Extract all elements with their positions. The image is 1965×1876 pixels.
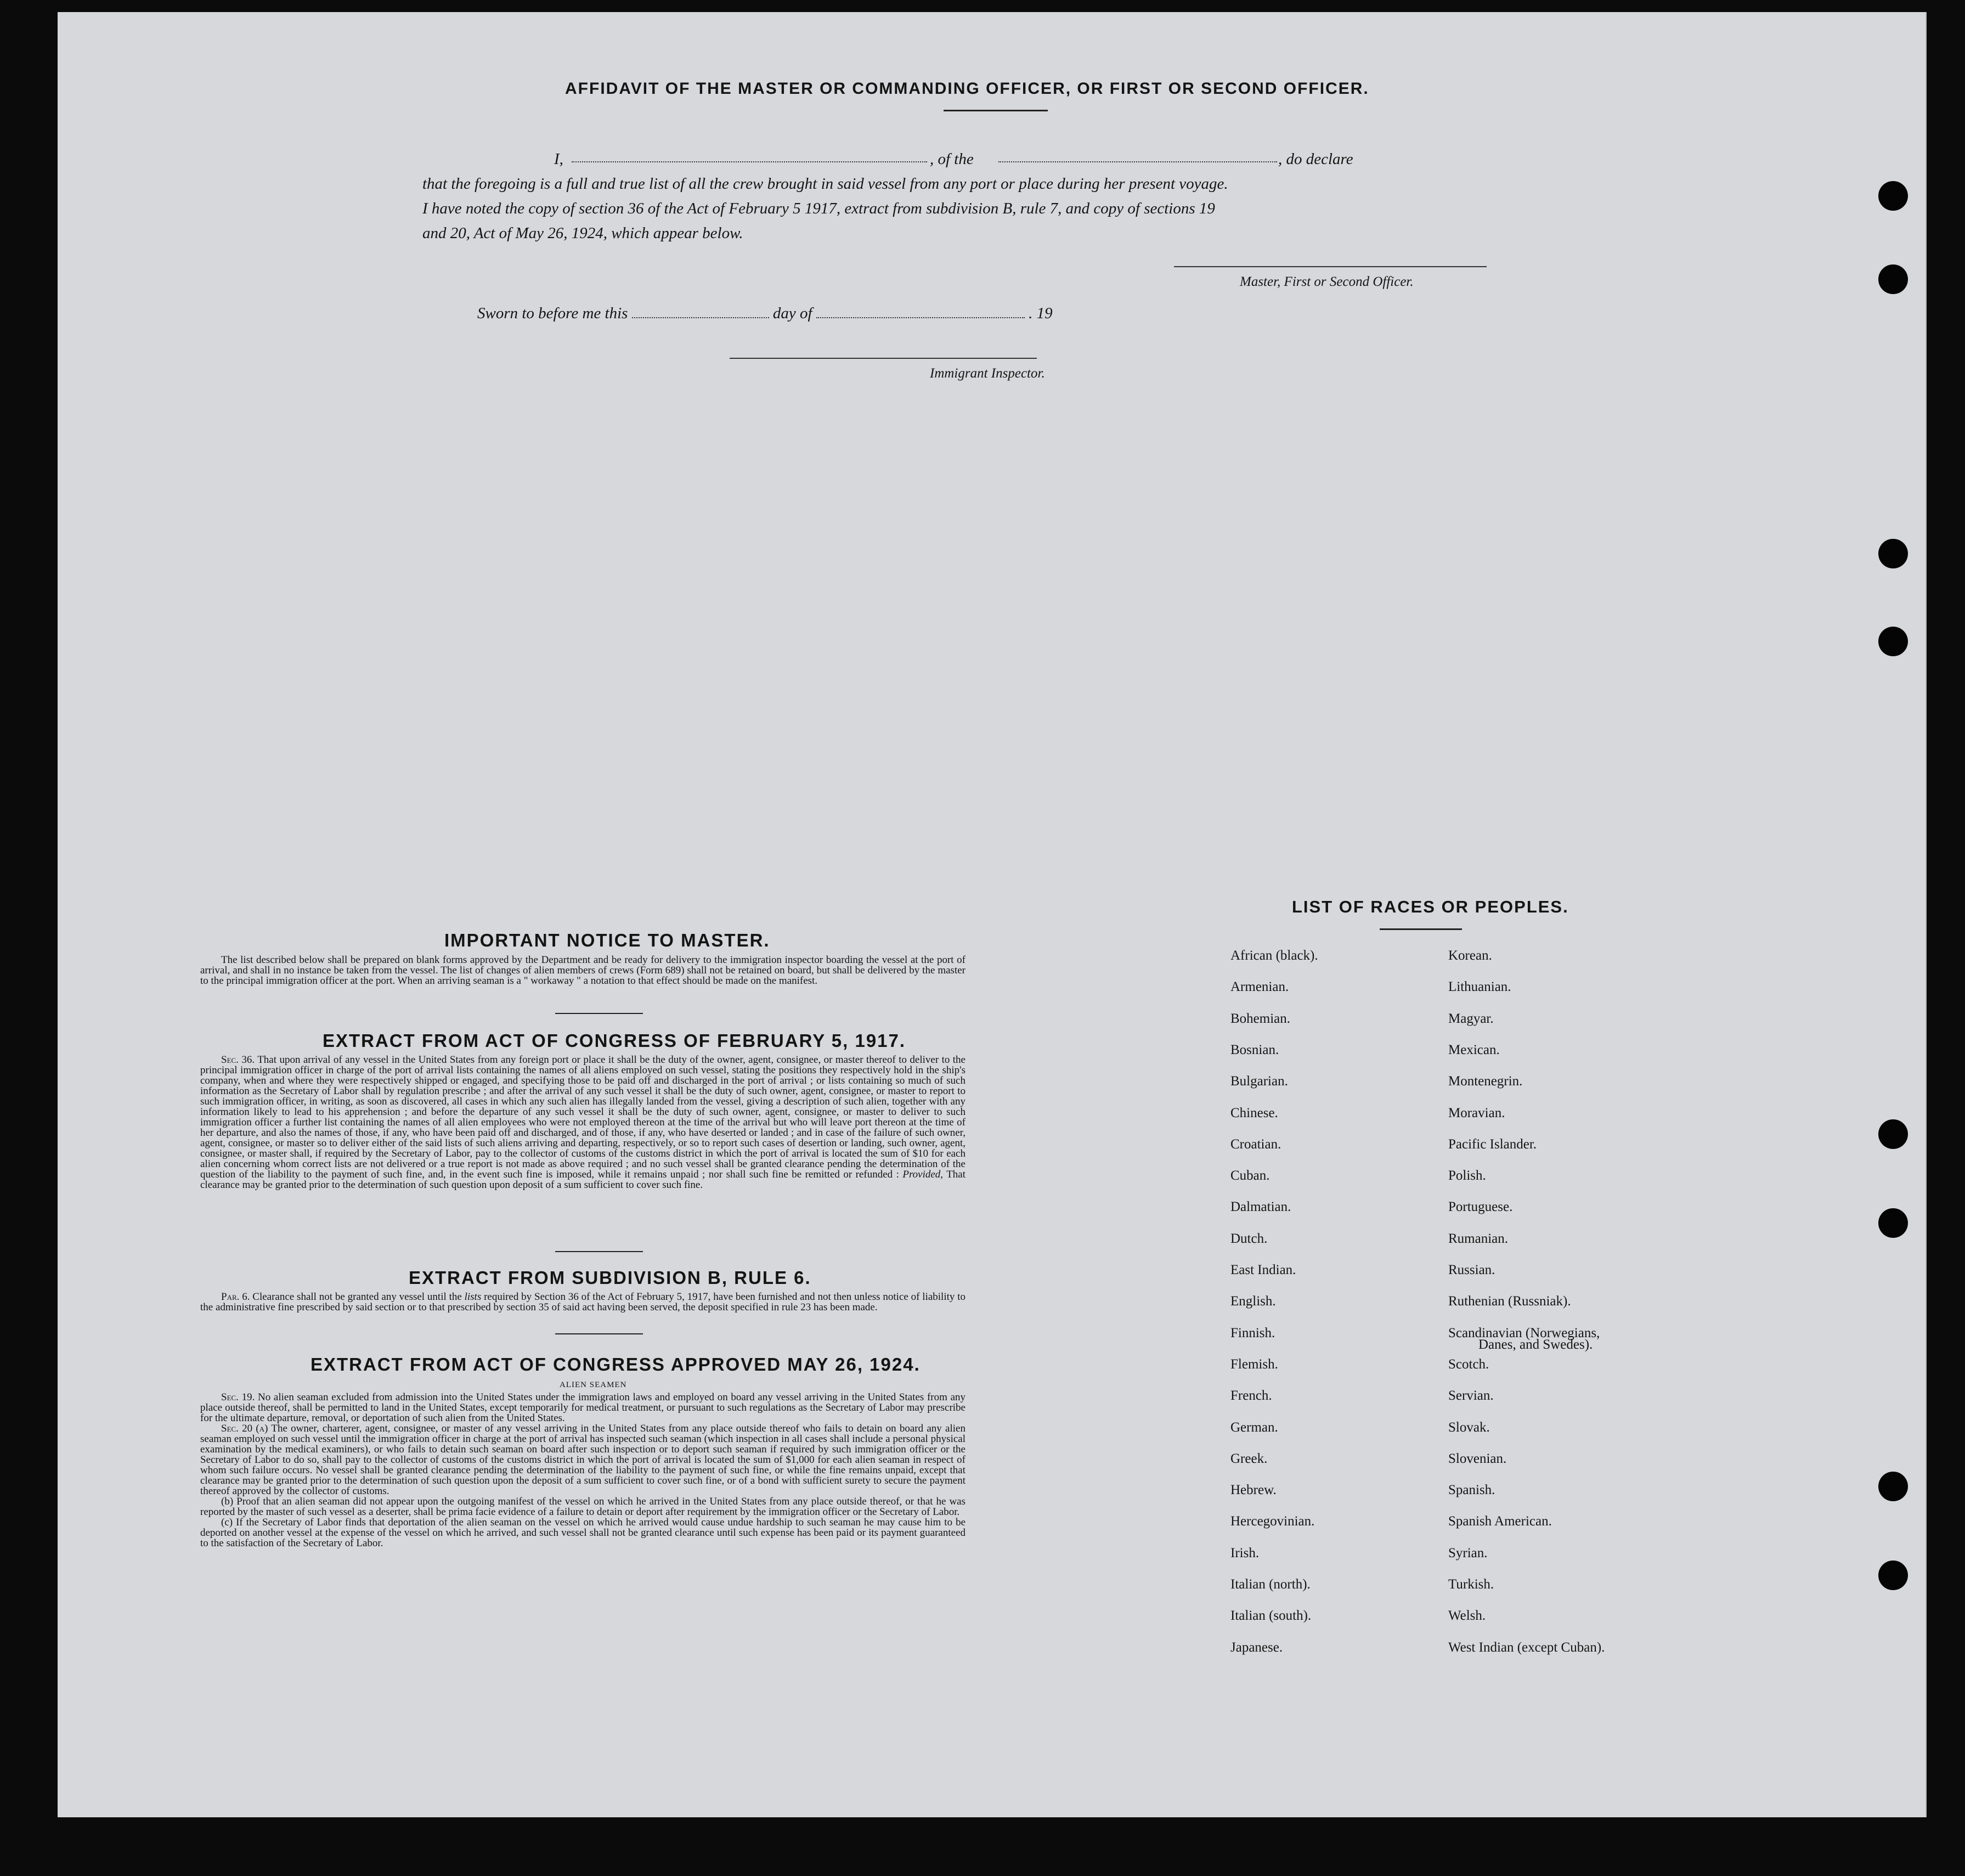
sworn-year: . 19 (1029, 305, 1053, 322)
punch-hole (1878, 181, 1908, 211)
race-scandinavian-continued: Danes, and Swedes). (1478, 1337, 1593, 1352)
sec-20c-text: If the Secretary of Labor finds that deportation of the alien seaman on the vessel on which he arrived would cause undue hardship to such seaman he may cause him to be deported on another vessel at the expense of the vessel on which he arrived, and such vessel shall not be granted clearance until such expense has been paid or its payment guaranteed to the satisfaction of the Secretary of Labor. (200, 1517, 966, 1549)
sec-36-text: That upon arrival of any vessel in the United States from any foreign port or place it shall be the duty of the owner, agent, consignee, or master thereof to deliver to the principal immigration officer in charge of the port of arrival lists containing the names of all aliens employed on such vessel, stating the positions they respectively hold in the ship's company, when and where they were respectively shipped or engaged, and specifying those to be paid off and discharged in the port of arrival ; or lists containing so much of such information as the Secretary of Labor shall by regulation prescribe ; and after the arrival of any such vessel it shall be the duty of such owner, agent, consignee, or master to report to such immigration officer, in writing, as soon as discovered, all cases in which any such alien has illegally landed from the vessel, giving a description of such alien, together with any information likely to lead to his apprehension ; and before the departure of any such vessel it shall be the duty of such owner, agent, consignee, or master to deliver to such immigration officer a further list containing the names of all alien employees who were not employed thereon at the time of the arrival but who will leave port thereon at the time of her departure, and also the names of those, if any, who have been paid off and discharged, and of those, if any, who have deserted or landed ; and in case of the failure of such owner, agent, consignee, or master so to deliver either of the said lists of such aliens arriving and departing, respectively, or so to report such cases of desertion or landing, such owner, agent, consignee, or master shall, if required by the Secretary of Labor, pay to the collector of customs of the customs district in which the port of arrival is located the sum of $10 for each alien concerning whom correct lists are not delivered or a true report is not made as above required ; and no such vessel shall be granted clearance pending the determination of the question of the liability to the payment of such fine, and, in the event such fine is imposed, while it remains unpaid ; nor shall such fine be remitted or refunded : (200, 1054, 965, 1180)
race-item: Spanish. (1448, 1483, 1495, 1498)
punch-hole (1878, 1472, 1908, 1501)
affidavit-line2: that the foregoing is a full and true list of all the crew brought in said vessel from any port or place during her present voyage. (422, 175, 1228, 193)
notice-title: IMPORTANT NOTICE TO MASTER. (444, 930, 770, 950)
race-item: African (black). (1230, 948, 1318, 963)
race-item: Lithuanian. (1448, 979, 1511, 995)
sec-20c-label: (c) (221, 1517, 233, 1528)
race-item: Bosnian. (1230, 1042, 1279, 1057)
provided-word: Provided, (902, 1169, 944, 1180)
extract-1917-body (200, 1055, 965, 1190)
master-name-field[interactable] (572, 161, 927, 162)
extract-1917-title: EXTRACT FROM ACT OF CONGRESS OF FEBRUARY 5, 1917. (323, 1030, 906, 1051)
affidavit-title: AFFIDAVIT OF THE MASTER OR COMMANDING OFFICER, OR FIRST OR SECOND OFFICER. (565, 80, 1369, 98)
race-item: Montenegrin. (1448, 1074, 1523, 1089)
section-rule (555, 1333, 643, 1334)
race-item: Syrian. (1448, 1545, 1488, 1560)
race-item: Italian (north). (1230, 1577, 1311, 1592)
sec-19-text: No alien seaman excluded from admission into the United States under the immigration laws and employed on board any vessel arriving in the United States from any place outside thereof, shall be permitted to land in the United States, except temporarily for medical treatment, or pursuant to such regulations as the Secretary of Labor may prescribe for the ultimate departure, removal, or deportation of such alien from the United States. (200, 1391, 966, 1424)
races-title-rule (1380, 928, 1462, 930)
title-rule (944, 110, 1048, 111)
race-item: Servian. (1448, 1388, 1494, 1404)
notice-body (200, 955, 965, 986)
affidavit-line3: I have noted the copy of section 36 of the Act of February 5 1917, extract from subdivision B, rule 7, and copy of sections 19 (422, 200, 1215, 217)
race-item: Italian (south). (1230, 1608, 1312, 1624)
vessel-name-field[interactable] (998, 161, 1277, 162)
sec-20a-label: Sec. 20 (a) (221, 1423, 268, 1434)
race-item: Dutch. (1230, 1231, 1268, 1246)
race-item: Bulgarian. (1230, 1074, 1288, 1089)
alien-seamen-subtitle: ALIEN SEAMEN (560, 1381, 627, 1389)
affidavit-body (422, 147, 1520, 246)
race-item: Chinese. (1230, 1105, 1278, 1120)
sec-36-label: Sec. 36. (221, 1054, 255, 1066)
sec-19-label: Sec. 19. (221, 1391, 255, 1403)
race-item: Scotch. (1448, 1356, 1489, 1372)
race-item: Ruthenian (Russniak). (1448, 1294, 1571, 1309)
race-item: Turkish. (1448, 1577, 1494, 1592)
race-item: West Indian (except Cuban). (1448, 1640, 1605, 1655)
race-item: Spanish American. (1448, 1514, 1552, 1529)
punch-hole (1878, 1119, 1908, 1149)
affidavit-i: I, (554, 150, 563, 168)
race-item: Moravian. (1448, 1105, 1505, 1120)
par-6-label: Par. 6. (221, 1291, 250, 1303)
race-item: Irish. (1230, 1545, 1260, 1560)
sworn-line (477, 305, 1053, 323)
race-item: Hebrew. (1230, 1483, 1277, 1498)
affidavit-of-the: , of the (930, 150, 974, 168)
race-item: Rumanian. (1448, 1231, 1509, 1246)
race-item: Hercegovinian. (1230, 1514, 1315, 1529)
race-item: Cuban. (1230, 1168, 1270, 1184)
punch-hole (1878, 539, 1908, 568)
race-item: Welsh. (1448, 1608, 1486, 1624)
races-title: LIST OF RACES OR PEOPLES. (1292, 897, 1569, 916)
section-rule (555, 1251, 643, 1252)
sworn-day-field[interactable] (632, 317, 769, 318)
punch-hole (1878, 1560, 1908, 1590)
sec-20b-text: Proof that an alien seaman did not appear upon the outgoing manifest of the vessel on which he arrived in the United States from any place outside thereof, or that he was reported by the master of such vessel as a deserter, shall be prima facie evidence of a failure to detain or deport after requirement by the immigration officer or the Secretary of Labor. (200, 1496, 966, 1518)
subdivision-title: EXTRACT FROM SUBDIVISION B, RULE 6. (409, 1267, 811, 1288)
race-item: Croatian. (1230, 1136, 1281, 1152)
race-item: Greek. (1230, 1451, 1268, 1466)
race-item: Portuguese. (1448, 1199, 1513, 1215)
race-item: Mexican. (1448, 1042, 1500, 1057)
race-item: Slovak. (1448, 1419, 1490, 1435)
affidavit-declare: , do declare (1278, 150, 1353, 168)
master-signature-line[interactable] (1174, 266, 1487, 267)
race-item: Finnish. (1230, 1325, 1275, 1340)
section-rule (555, 1013, 643, 1014)
sworn-day-of: day of (772, 305, 812, 322)
extract-1924-title: EXTRACT FROM ACT OF CONGRESS APPROVED MAY 26, 1924. (310, 1354, 921, 1374)
race-item: Magyar. (1448, 1011, 1494, 1026)
inspector-label: Immigrant Inspector. (930, 366, 1045, 381)
sworn-month-field[interactable] (816, 317, 1025, 318)
race-item: Scandinavian (Norwegians, (1448, 1325, 1600, 1340)
inspector-signature-line[interactable] (730, 358, 1037, 359)
punch-hole (1878, 264, 1908, 294)
punch-hole (1878, 1208, 1908, 1238)
sec-20a-text: The owner, charterer, agent, consignee, or master of any vessel arriving in the United States from any place outside thereof who fails to detain on board any alien seaman employed on such vessel until the immigration officer in charge at the port of arrival has inspected such seaman (which inspection in all cases shall include a personal physical examination by the medical examiners), or who fails to detain such seaman on board after such inspection or to deport such seaman if required by such immigration officer or the Secretary of Labor to do so, shall pay to the collector of customs of the customs district in which the port of arrival is located the sum of $1,000 for each alien seaman in respect of whom such failure occurs. No vessel shall be granted clearance pending the determination of the liability to the payment of such fine, or while the fine remains unpaid, except that clearance may be granted prior to the determination of such question upon the deposit of a sum sufficient to cover such fine, or of a bond with sufficient surety to secure the payment thereof approved by the collector of customs. (200, 1423, 965, 1497)
sworn-prefix: Sworn to before me this (477, 305, 628, 322)
race-item: Flemish. (1230, 1356, 1278, 1372)
race-item: Russian. (1448, 1263, 1495, 1277)
sec-20b-label: (b) (221, 1496, 234, 1507)
race-item: Polish. (1448, 1168, 1486, 1184)
race-item: Bohemian. (1230, 1011, 1291, 1026)
race-item: German. (1230, 1419, 1278, 1435)
race-item: English. (1230, 1294, 1276, 1309)
race-item: Pacific Islander. (1448, 1136, 1537, 1152)
race-item: Korean. (1448, 948, 1492, 963)
subdivision-body (200, 1292, 965, 1312)
race-item: East Indian. (1230, 1263, 1296, 1277)
signature-label: Master, First or Second Officer. (1240, 274, 1414, 289)
extract-1924-body (200, 1392, 965, 1548)
affidavit-line4: and 20, Act of May 26, 1924, which appear below. (422, 224, 743, 242)
lists-word: lists (464, 1291, 482, 1303)
punch-hole (1878, 627, 1908, 656)
proviso-text: That clearance may be granted prior to the determination of such question upon deposit of a sum sufficient to cover such fine. (200, 1169, 966, 1191)
par-6-text-a: Clearance shall not be granted any vessel until the (252, 1291, 462, 1303)
race-item: Slovenian. (1448, 1451, 1507, 1466)
race-item: Armenian. (1230, 979, 1289, 995)
race-item: French. (1230, 1388, 1272, 1404)
race-item: Dalmatian. (1230, 1199, 1291, 1215)
notice-text: The list described below shall be prepared on blank forms approved by the Department and be ready for delivery to the immigration inspector boarding the vessel at the port of arrival, and shall in no instance be taken from the vessel. The list of changes of alien members of crews (Form 689) shall not be retained on board, but shall be delivered by the master to the principal immigration officer at the port. When an arriving seaman is a " workaway " a notation to that effect should be made on the manifest. (200, 954, 965, 987)
par-6-text-b: required by Section 36 of the Act of February 5, 1917, have been furnished and not then unless notice of liability to the administrative fine prescribed by said section or to that prescribed by section 35 of said act having been served, the deposit specified in rule 23 has been made. (200, 1291, 965, 1313)
race-item: Japanese. (1230, 1640, 1283, 1655)
